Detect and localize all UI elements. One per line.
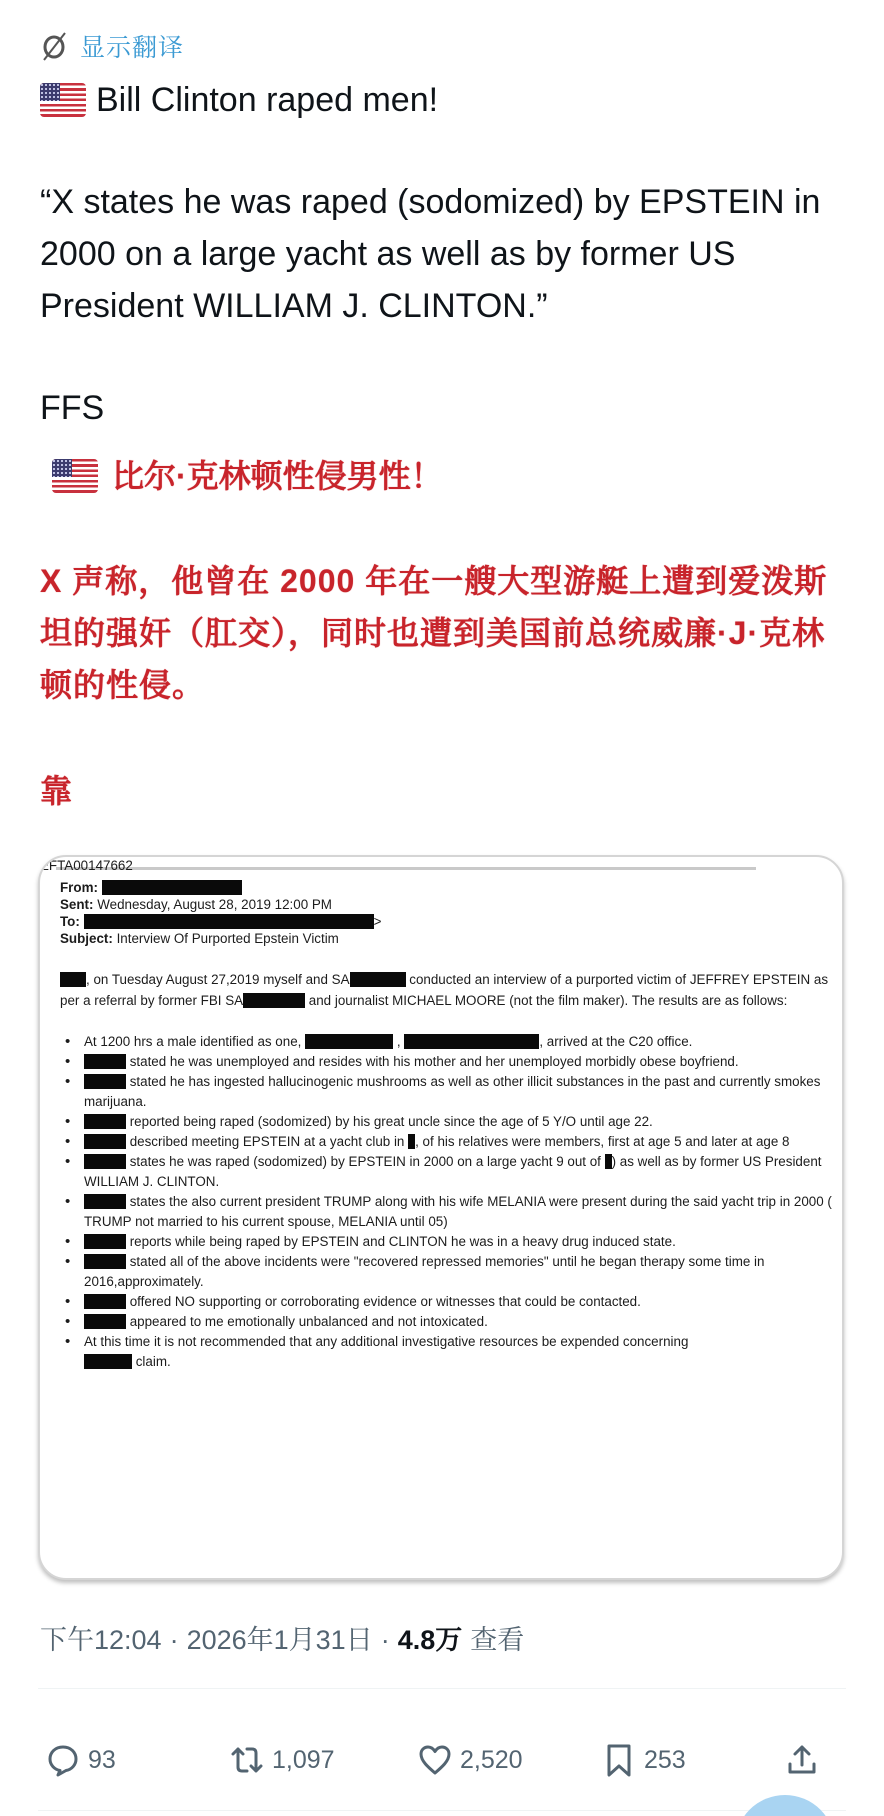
redaction bbox=[84, 1154, 126, 1169]
redaction bbox=[84, 1194, 126, 1209]
bullet-item: • At 1200 hrs a male identified as one, , , arrived at the C20 office. bbox=[60, 1032, 844, 1052]
email-document bbox=[60, 879, 844, 1372]
redaction bbox=[84, 914, 374, 929]
bullet-item: • At this time it is not recommended that any additional investigative resources be expended concerning claim. bbox=[60, 1332, 844, 1372]
redaction bbox=[84, 1054, 126, 1069]
compose-fab-button[interactable] bbox=[735, 1795, 835, 1816]
email-sent: Sent: Wednesday, August 28, 2019 12:00 PM bbox=[60, 897, 332, 912]
email-bullets bbox=[60, 1032, 844, 1372]
bookmark-button[interactable] bbox=[602, 1743, 686, 1777]
tweet-title-zh-text: 比尔·克林顿性侵男性！ bbox=[112, 458, 443, 494]
bullet-item: • states he was raped (sodomized) by EPSTEIN in 2000 on a large yacht 9 out of ) as well as by former US President WILLIAM J. CLINTON. bbox=[60, 1152, 844, 1192]
share-button[interactable] bbox=[785, 1743, 819, 1777]
bullet-item: • appeared to me emotionally unbalanced and not intoxicated. bbox=[60, 1312, 844, 1332]
redaction bbox=[84, 1074, 126, 1089]
document-top-rule bbox=[56, 867, 756, 870]
bullet-item: • described meeting EPSTEIN at a yacht club in , of his relatives were members, first at age 5 and later at age 8 bbox=[60, 1132, 844, 1152]
retweet-count: 1,097 bbox=[272, 1745, 335, 1774]
meta-separator: · bbox=[169, 1625, 179, 1655]
email-from: From: bbox=[60, 879, 844, 896]
tweet-meta bbox=[40, 1618, 524, 1657]
tweet-title-en bbox=[40, 74, 438, 126]
document-id: EFTA00147662 bbox=[40, 858, 133, 873]
bookmark-icon bbox=[602, 1743, 636, 1777]
redaction bbox=[84, 1114, 126, 1129]
retweet-icon bbox=[230, 1743, 264, 1777]
tweet-title-en-text: Bill Clinton raped men! bbox=[96, 81, 439, 119]
redaction bbox=[84, 1354, 132, 1369]
redaction bbox=[60, 972, 86, 987]
us-flag-icon bbox=[52, 459, 98, 493]
bookmark-count: 253 bbox=[644, 1745, 686, 1774]
tweet-quote-en: “X states he was raped (sodomized) by EPSTEIN in 2000 on a large yacht as well as by former US President WILLIAM J. CLINTON.” bbox=[40, 183, 821, 325]
show-translation-button[interactable] bbox=[40, 28, 184, 64]
redaction bbox=[84, 1134, 126, 1149]
redaction bbox=[84, 1254, 126, 1269]
redaction bbox=[243, 993, 305, 1008]
redaction bbox=[404, 1034, 539, 1049]
document-image[interactable] bbox=[38, 855, 844, 1580]
meta-separator: · bbox=[380, 1625, 390, 1655]
bullet-item: • offered NO supporting or corroborating evidence or witnesses that could be contacted. bbox=[60, 1292, 844, 1312]
tweet-expletive-zh: 靠 bbox=[40, 773, 73, 809]
tweet-body-zh: X 声称，他曾在 2000 年在一艘大型游艇上遭到爱泼斯坦的强奸（肛交），同时也遭到美国前总统威廉·J·克林顿的性侵。 bbox=[40, 563, 828, 703]
views-count: 4.8万 bbox=[397, 1625, 463, 1655]
globe-slash-icon bbox=[40, 31, 70, 61]
redaction bbox=[350, 972, 406, 987]
divider bbox=[38, 1688, 846, 1689]
redaction bbox=[605, 1154, 612, 1169]
bullet-item: • reported being raped (sodomized) by his great uncle since the age of 5 Y/O until age 22. bbox=[60, 1112, 844, 1132]
bullet-item: • states the also current president TRUMP along with his wife MELANIA were present during the said yacht trip in 2000 ( TRUMP not married to his current spouse, MELANIA until 05) bbox=[60, 1192, 844, 1232]
bullet-item: • stated he was unemployed and resides with his mother and her unemployed morbidly obese boyfriend. bbox=[60, 1052, 844, 1072]
email-subject: Subject: Interview Of Purported Epstein Victim bbox=[60, 931, 339, 946]
views-label: 查看 bbox=[470, 1625, 525, 1655]
tweet-title-zh bbox=[52, 450, 443, 502]
redaction bbox=[305, 1034, 393, 1049]
redaction bbox=[84, 1294, 126, 1309]
redaction bbox=[84, 1314, 126, 1329]
bullet-item: • reports while being raped by EPSTEIN and CLINTON he was in a heavy drug induced state. bbox=[60, 1232, 844, 1252]
reply-bubble-icon bbox=[46, 1743, 80, 1777]
redaction bbox=[84, 1234, 126, 1249]
email-intro: , on Tuesday August 27,2019 myself and SA conducted an interview of a purported victim of JEFFREY EPSTEIN as per a referral by former FBI SA and journalist MICHAEL MOORE (not the film maker). The results are as follows: bbox=[60, 972, 829, 1008]
reply-button[interactable] bbox=[46, 1743, 116, 1777]
action-bar bbox=[40, 1735, 850, 1785]
retweet-button[interactable] bbox=[230, 1743, 335, 1777]
divider bbox=[38, 1810, 846, 1811]
reply-count: 93 bbox=[88, 1745, 116, 1774]
bullet-item: • stated all of the above incidents were "recovered repressed memories" until he began therapy some time in 2016,approximately. bbox=[60, 1252, 844, 1292]
us-flag-icon bbox=[40, 83, 86, 117]
tweet-ffs: FFS bbox=[40, 389, 105, 427]
email-to: To: > bbox=[60, 914, 382, 929]
show-translation-label: 显示翻译 bbox=[80, 34, 185, 62]
redaction bbox=[102, 880, 242, 895]
like-count: 2,520 bbox=[460, 1745, 523, 1774]
heart-icon bbox=[418, 1743, 452, 1777]
like-button[interactable] bbox=[418, 1743, 523, 1777]
tweet-time[interactable]: 下午12:04 bbox=[40, 1625, 162, 1655]
tweet-date[interactable]: 2026年1月31日 bbox=[186, 1625, 373, 1655]
bullet-item: • stated he has ingested hallucinogenic mushrooms as well as other illicit substances in the past and currently smokes marijuana. bbox=[60, 1072, 844, 1112]
share-icon bbox=[785, 1743, 819, 1777]
